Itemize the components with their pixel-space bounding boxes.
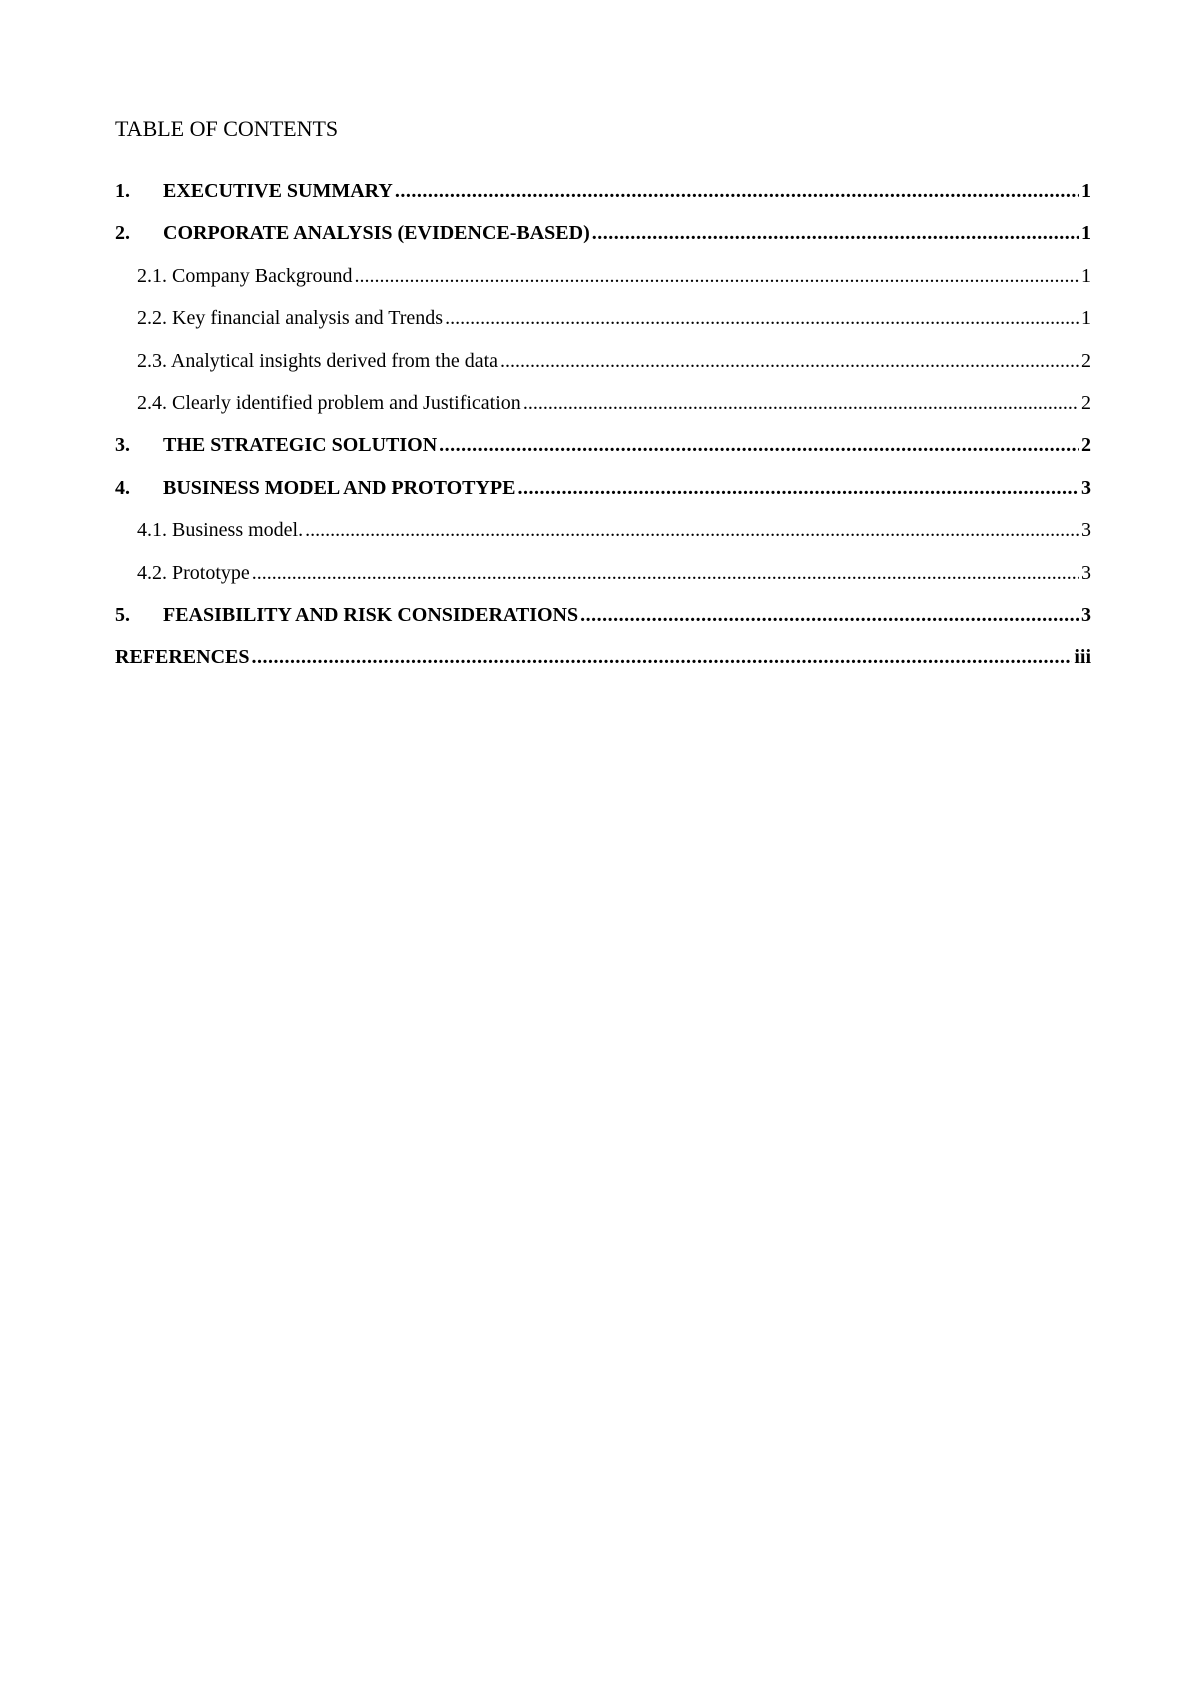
toc-entry-page-number: 3 (1081, 603, 1091, 626)
toc-entry-section[interactable] (115, 642, 1091, 684)
toc-entry-number: 1. (115, 180, 130, 202)
toc-entry-page-number: 1 (1081, 264, 1091, 287)
toc-entry-number: 5. (115, 603, 130, 626)
toc-entry-subsection[interactable] (115, 346, 1091, 388)
toc-dot-leader (439, 430, 1079, 460)
toc-entry-subsection[interactable] (115, 388, 1091, 430)
toc-entry-subsection[interactable] (115, 515, 1091, 557)
toc-entry-page-number: 3 (1081, 476, 1091, 499)
toc-entry-section[interactable] (115, 218, 1091, 260)
toc-entry-page-number: 1 (1081, 307, 1091, 330)
toc-entry-label: FEASIBILITY AND RISK CONSIDERATIONS (163, 603, 579, 626)
toc-entry-label: REFERENCES (115, 646, 250, 669)
toc-list (115, 176, 1091, 685)
toc-dot-leader (395, 176, 1079, 206)
toc-entry-section[interactable] (115, 430, 1091, 472)
toc-dot-leader (523, 388, 1079, 418)
toc-entry-section[interactable] (115, 600, 1091, 642)
toc-entry-page-number: iii (1074, 646, 1091, 669)
toc-dot-leader (355, 261, 1079, 291)
toc-entry-number: 3. (115, 434, 130, 457)
toc-entry-section[interactable] (115, 473, 1091, 515)
toc-dot-leader (445, 303, 1079, 333)
toc-entry-subsection[interactable] (115, 303, 1091, 345)
toc-entry-subsection[interactable] (115, 558, 1091, 600)
toc-entry-label: CORPORATE ANALYSIS (EVIDENCE-BASED) (163, 222, 590, 245)
toc-entry-label: 4.2. Prototype (137, 561, 250, 584)
toc-entry-page-number: 1 (1081, 180, 1091, 202)
toc-entry-number: 2. (115, 222, 130, 245)
toc-entry-label: 2.4. Clearly identified problem and Justification (137, 391, 521, 414)
toc-dot-leader (252, 558, 1079, 588)
toc-entry-label: 2.1. Company Background (137, 264, 353, 287)
toc-entry-page-number: 2 (1081, 391, 1091, 414)
toc-entry-label: 2.2. Key financial analysis and Trends (137, 307, 444, 330)
toc-entry-section[interactable] (115, 176, 1091, 218)
toc-entry-number: 4. (115, 476, 130, 499)
toc-entry-page-number: 2 (1081, 349, 1091, 372)
toc-title: TABLE OF CONTENTS (115, 116, 339, 141)
toc-entry-label: 2.3. Analytical insights derived from the data (137, 349, 499, 372)
toc-dot-leader (251, 642, 1072, 672)
toc-entry-page-number: 1 (1081, 222, 1091, 245)
toc-dot-leader (518, 473, 1080, 503)
toc-entry-page-number: 2 (1081, 434, 1091, 457)
toc-entry-label: THE STRATEGIC SOLUTION (163, 434, 438, 457)
toc-dot-leader (305, 515, 1079, 545)
toc-entry-label: EXECUTIVE SUMMARY (163, 180, 393, 202)
toc-dot-leader (592, 218, 1079, 248)
toc-entry-label: 4.1. Business model. (137, 519, 304, 542)
toc-entry-page-number: 3 (1081, 519, 1091, 542)
toc-dot-leader (580, 600, 1079, 630)
toc-entry-label: BUSINESS MODEL AND PROTOTYPE (163, 476, 516, 499)
toc-dot-leader (500, 346, 1079, 376)
toc-entry-page-number: 3 (1081, 561, 1091, 584)
toc-entry-subsection[interactable] (115, 261, 1091, 303)
